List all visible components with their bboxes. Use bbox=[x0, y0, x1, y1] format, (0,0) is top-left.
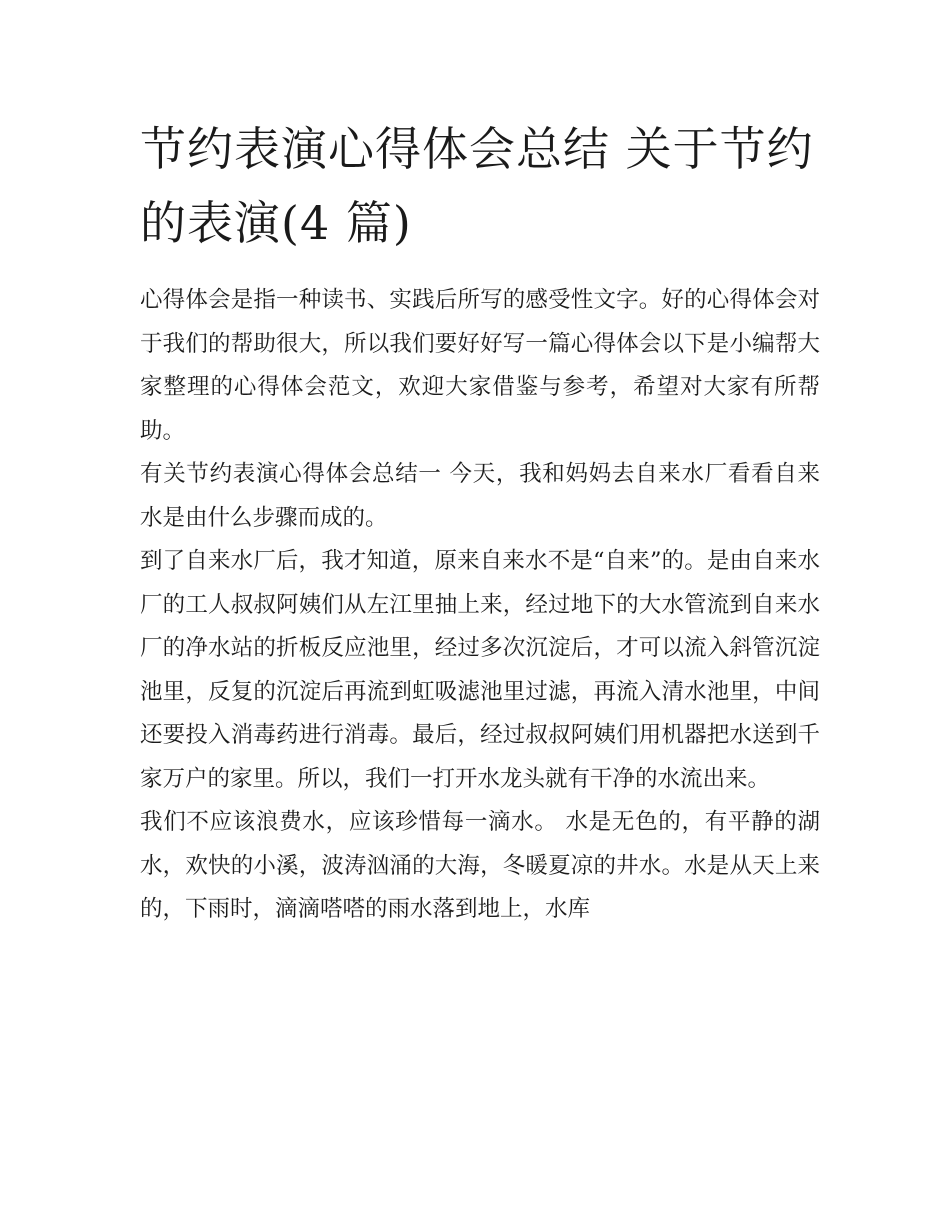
paragraph-1: 有关节约表演心得体会总结一 今天，我和妈妈去自来水厂看看自来水是由什么步骤而成的。 bbox=[140, 461, 820, 531]
paragraph-2: 到了自来水厂后，我才知道，原来自来水不是“自来”的。是由自来水厂的工人叔叔阿姨们从左江里抽上来，经过地下的大水管流到自来水厂的净水站的折板反应池里，经过多次沉淀后，才可以流入斜管沉淀池里，反复的沉淀后再流到虹吸滤池里过滤，再流入清水池里，中间还要投入消毒药进行消毒。最后，经过叔叔阿姨们用机器把水送到千家万户的家里。所以，我们一打开水龙头就有干净的水流出来。 bbox=[140, 548, 820, 792]
document-title: 节约表演心得体会总结 关于节约的表演(4 篇) bbox=[140, 122, 814, 250]
paragraph-intro: 心得体会是指一种读书、实践后所写的感受性文字。好的心得体会对于我们的帮助很大，所以我们要好好写一篇心得体会以下是小编帮大家整理的心得体会范文，欢迎大家借鉴与参考，希望对大家有所帮助。 bbox=[140, 287, 820, 444]
paragraph-3: 我们不应该浪费水，应该珍惜每一滴水。 水是无色的，有平静的湖水，欢快的小溪，波涛汹涌的大海，冬暖夏凉的井水。水是从天上来的，下雨时，滴滴嗒嗒的雨水落到地上，水库 bbox=[140, 809, 820, 922]
document-body bbox=[140, 279, 820, 932]
